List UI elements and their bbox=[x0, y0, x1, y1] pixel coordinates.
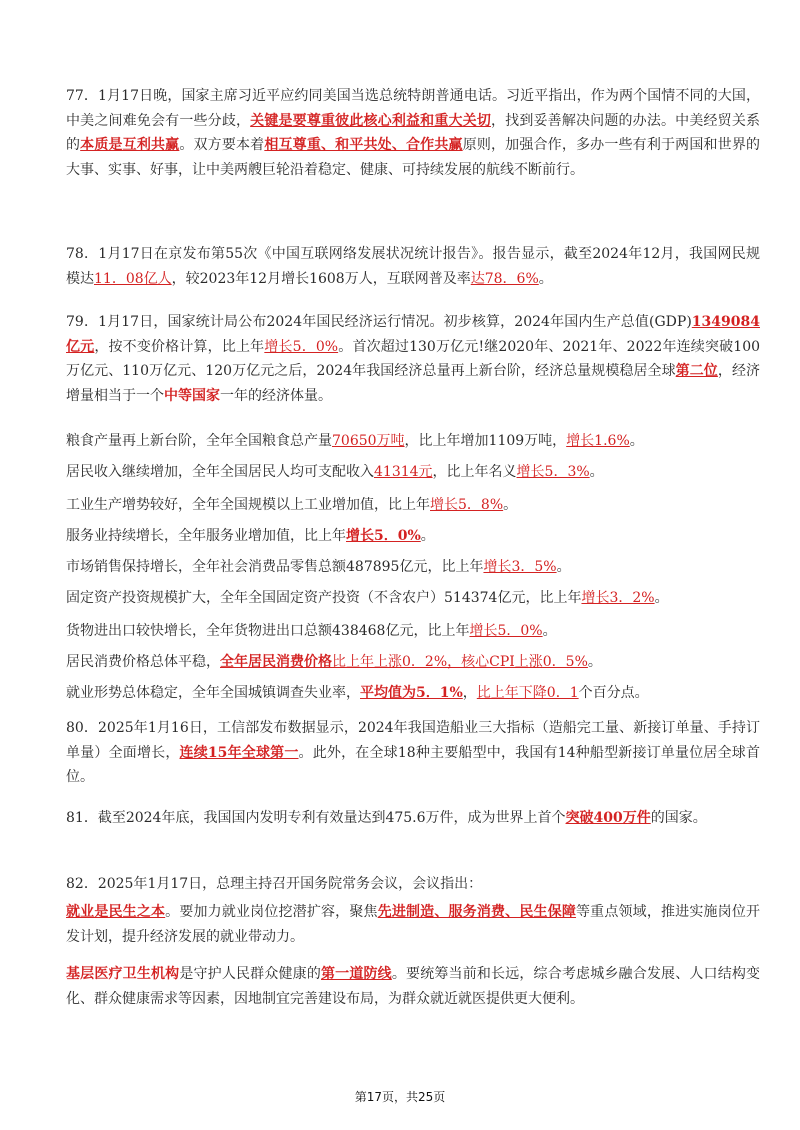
highlight: 就业是民生之本 bbox=[66, 904, 166, 920]
text: 79．1月17日，国家统计局公布2024年国民经济运行情况。初步核算，2024年国内生产总值(GDP) bbox=[66, 314, 692, 330]
text: 原则，加强合作，多办一些有利于两国和世界的大事、实事、好事，让中美两艘巨轮沿着稳定、健康、可持续发展的航线不断前行。 bbox=[66, 137, 761, 178]
stat-income: 居民收入继续增加，全年全国居民人均可支配收入41314元，比上年名义增长5．3%。 bbox=[66, 464, 604, 480]
highlight: 本质是互利共赢 bbox=[80, 137, 180, 153]
highlight: 基层医疗卫生机构 bbox=[66, 966, 180, 982]
item-78 bbox=[66, 242, 760, 291]
highlight: 突破400万件 bbox=[565, 810, 651, 826]
text: 。 bbox=[538, 270, 553, 287]
highlight: 1349084亿元 bbox=[66, 314, 760, 355]
page-number: 第17页，共25页 bbox=[354, 1090, 446, 1104]
text: ，较2023年12月增长1608万人，互联网普及率 bbox=[171, 270, 471, 287]
item-82: 82．2025年1月17日，总理主持召开国务院常务会议，会议指出： bbox=[66, 876, 483, 892]
highlight: 达78．6% bbox=[470, 270, 539, 287]
item-81 bbox=[66, 806, 707, 831]
text: ，按不变价格计算，比上年 bbox=[94, 338, 265, 355]
highlight: 中等国家 bbox=[164, 387, 220, 404]
text: 80．2025年1月16日，工信部发布数据显示，2024年我国造船业三大指标（造船完工量、新接订单量、手持订单量）全面增长， bbox=[66, 720, 760, 761]
text: 。此外，在全球18种主要船型中，我国有14种船型新接订单量位居全球首位。 bbox=[66, 744, 760, 785]
text: 81．截至2024年底，我国国内发明专利有效量达到475.6万件，成为世界上首个 bbox=[66, 810, 566, 826]
highlight: 相互尊重、和平共处、合作共赢 bbox=[264, 137, 463, 153]
item-82-employment bbox=[66, 900, 760, 949]
text: 。要加力就业岗位挖潜扩容，聚焦 bbox=[165, 904, 378, 920]
highlight: 关键是要尊重彼此核心利益和重大关切 bbox=[250, 112, 492, 129]
stat-industry: 工业生产增势较好，全年全国规模以上工业增加值，比上年增长5．8%。 bbox=[66, 497, 518, 513]
stat-services: 服务业持续增长，全年服务业增加值，比上年增长5．0%。 bbox=[66, 528, 435, 544]
highlight: 先进制造、服务消费、民生保障 bbox=[377, 904, 577, 920]
item-82-healthcare bbox=[66, 962, 760, 1011]
stat-investment: 固定资产投资规模扩大，全年全国固定资产投资（不含农户）514374亿元，比上年增长3．2%。 bbox=[66, 590, 669, 606]
text: 。首次超过130万亿元!继2020年、2021年、2022年连续突破100万亿元、110万亿元、120万亿元之后，2024年我国经济总量再上新台阶，经济总量规模稳居全球 bbox=[66, 338, 761, 379]
text: 78．1月17日在京发布第55次《中国互联网络发展状况统计报告》。报告显示，截至2024年12月，我国网民规模达 bbox=[66, 246, 760, 287]
text: 的国家。 bbox=[650, 810, 707, 826]
stat-grain: 粮食产量再上新台阶，全年全国粮食总产量70650万吨，比上年增加1109万吨，增长1.6%。 bbox=[66, 433, 644, 449]
text: 等重点领域，推进实施岗位开发计划，提升经济发展的就业带动力。 bbox=[66, 904, 761, 945]
text: 是守护人民群众健康的 bbox=[179, 966, 322, 982]
stat-retail: 市场销售保持增长，全年社会消费品零售总额487895亿元，比上年增长3．5%。 bbox=[66, 559, 571, 575]
highlight: 第一道防线 bbox=[321, 966, 392, 982]
highlight: 第二位 bbox=[675, 363, 718, 379]
text: 。要统筹当前和长远，综合考虑城乡融合发展、人口结构变化、群众健康需求等因素，因地制宜完善建设布局，为群众就近就医提供更大便利。 bbox=[66, 966, 761, 1007]
text: 77．1月17日晚，国家主席习近平应约同美国当选总统特朗普通电话。习近平指出，作为两个国情不同的大国，中美之间难免会有一些分歧， bbox=[66, 88, 760, 129]
highlight: 连续15年全球第一 bbox=[179, 744, 299, 761]
stat-cpi: 居民消费价格总体平稳，全年居民消费价格比上年上涨0．2%，核心CPI上涨0．5%。 bbox=[66, 654, 602, 670]
text: ，找到妥善解决问题的办法。中美经贸关系的 bbox=[66, 112, 761, 153]
item-80 bbox=[66, 716, 760, 790]
stat-trade: 货物进出口较快增长，全年货物进出口总额438468亿元，比上年增长5．0%。 bbox=[66, 623, 557, 639]
item-79 bbox=[66, 310, 760, 408]
item-77 bbox=[66, 84, 760, 182]
highlight: 11．08亿人 bbox=[94, 270, 172, 287]
text: 。双方要本着 bbox=[179, 137, 265, 153]
text: 一年的经济体量。 bbox=[220, 387, 332, 404]
text: ，经济增量相当于一个 bbox=[66, 363, 761, 404]
highlight: 增长5．0% bbox=[264, 338, 339, 355]
stat-employment: 就业形势总体稳定，全年全国城镇调查失业率，平均值为5．1%，比上年下降0．1个百分点。 bbox=[66, 685, 649, 701]
